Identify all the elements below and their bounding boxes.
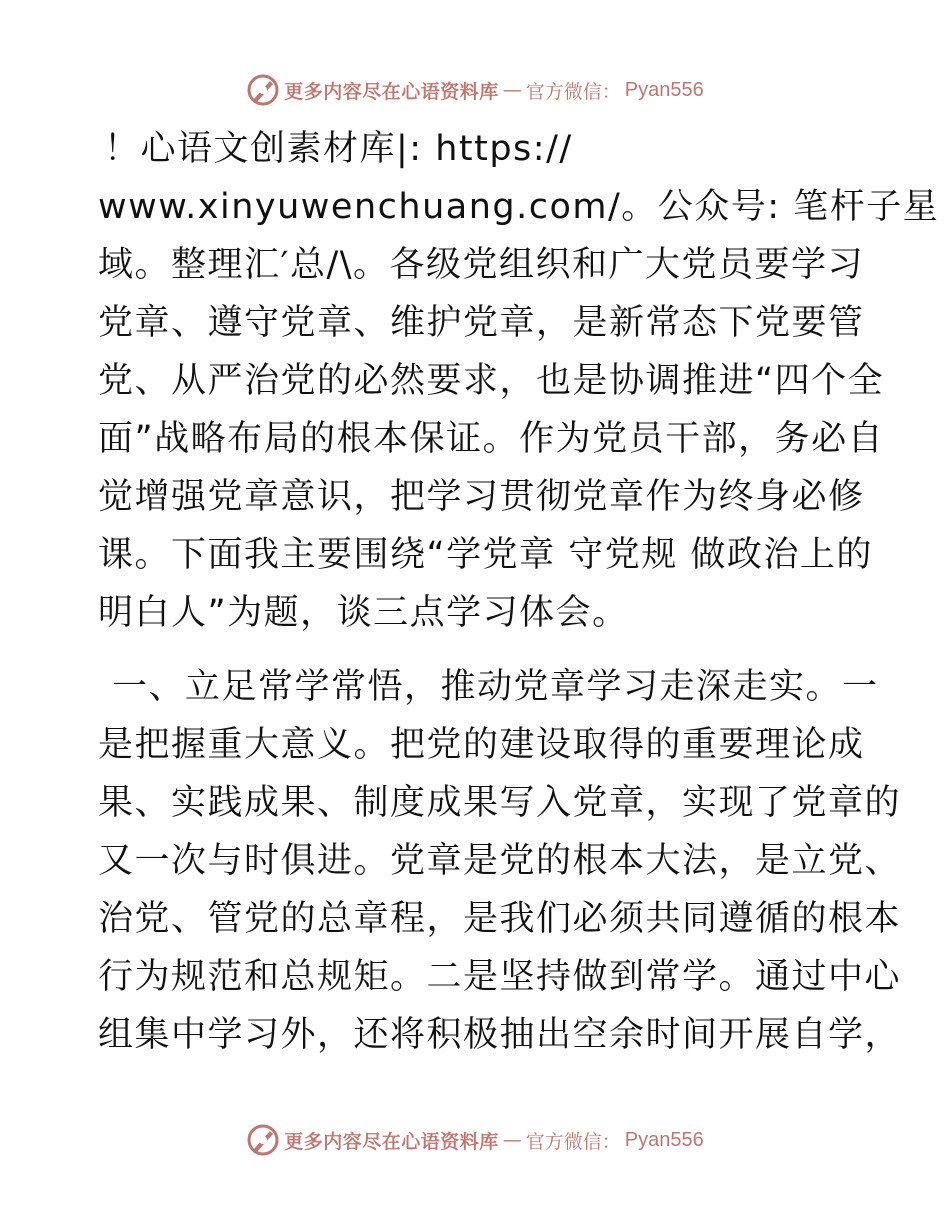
text-line: www.xinyuwenchuang.com/。公众号: 笔杆子星 [98, 187, 940, 227]
banner-wechat-id: Pyan556 [624, 78, 704, 101]
text-line: 党、从严治党的必然要求，也是协调推进“四个全 [98, 361, 885, 401]
header-banner [0, 70, 950, 110]
pen-logo-icon [246, 73, 280, 107]
document-body [98, 120, 940, 1064]
text-line: 组集中学习外，还将积极抽出空余时间开展自学， [98, 1015, 902, 1055]
banner-title: 更多内容尽在心语资料库 [284, 1130, 499, 1153]
text-line: 面”战略布局的根本保证。作为党员干部，务必自 [98, 419, 885, 459]
text-line: 治党、管党的总章程，是我们必须共同遵循的根本 [98, 899, 902, 939]
banner-dash: — [502, 79, 522, 101]
text-line: 明白人”为题，谈三点学习体会。 [98, 593, 629, 633]
banner-dash: — [502, 1129, 522, 1151]
banner-wechat-label: 官方微信： [525, 1130, 621, 1153]
banner-wechat-label: 官方微信： [525, 80, 621, 103]
text-line: 果、实践成果、制度成果写入党章，实现了党章的 [98, 783, 902, 823]
text-line: ！心语文创素材库|: https:// [104, 129, 573, 169]
text-line: 又一次与时俱进。党章是党的根本大法，是立党、 [98, 841, 902, 881]
text-line: 域。整理汇′总/\。各级党组织和广大党员要学习 [98, 245, 865, 285]
paragraph-gap [98, 642, 858, 658]
footer-banner [0, 1120, 950, 1160]
banner-wechat-id: Pyan556 [624, 1128, 704, 1151]
text-line: 党章、遵守党章、维护党章，是新常态下党要管 [98, 303, 865, 343]
text-line: 一、立足常学常悟，推动党章学习走深走实。一 [112, 667, 879, 707]
banner-title: 更多内容尽在心语资料库 [284, 80, 499, 103]
text-line: 觉增强党章意识，把学习贯彻党章作为终身必修 [98, 477, 865, 517]
text-line: 行为规范和总规矩。二是坚持做到常学。通过中心 [98, 957, 902, 997]
text-line: 课。下面我主要围绕“学党章 守党规 做政治上的 [98, 535, 873, 575]
pen-logo-icon [246, 1123, 280, 1157]
text-line: 是把握重大意义。把党的建设取得的重要理论成 [98, 725, 865, 765]
